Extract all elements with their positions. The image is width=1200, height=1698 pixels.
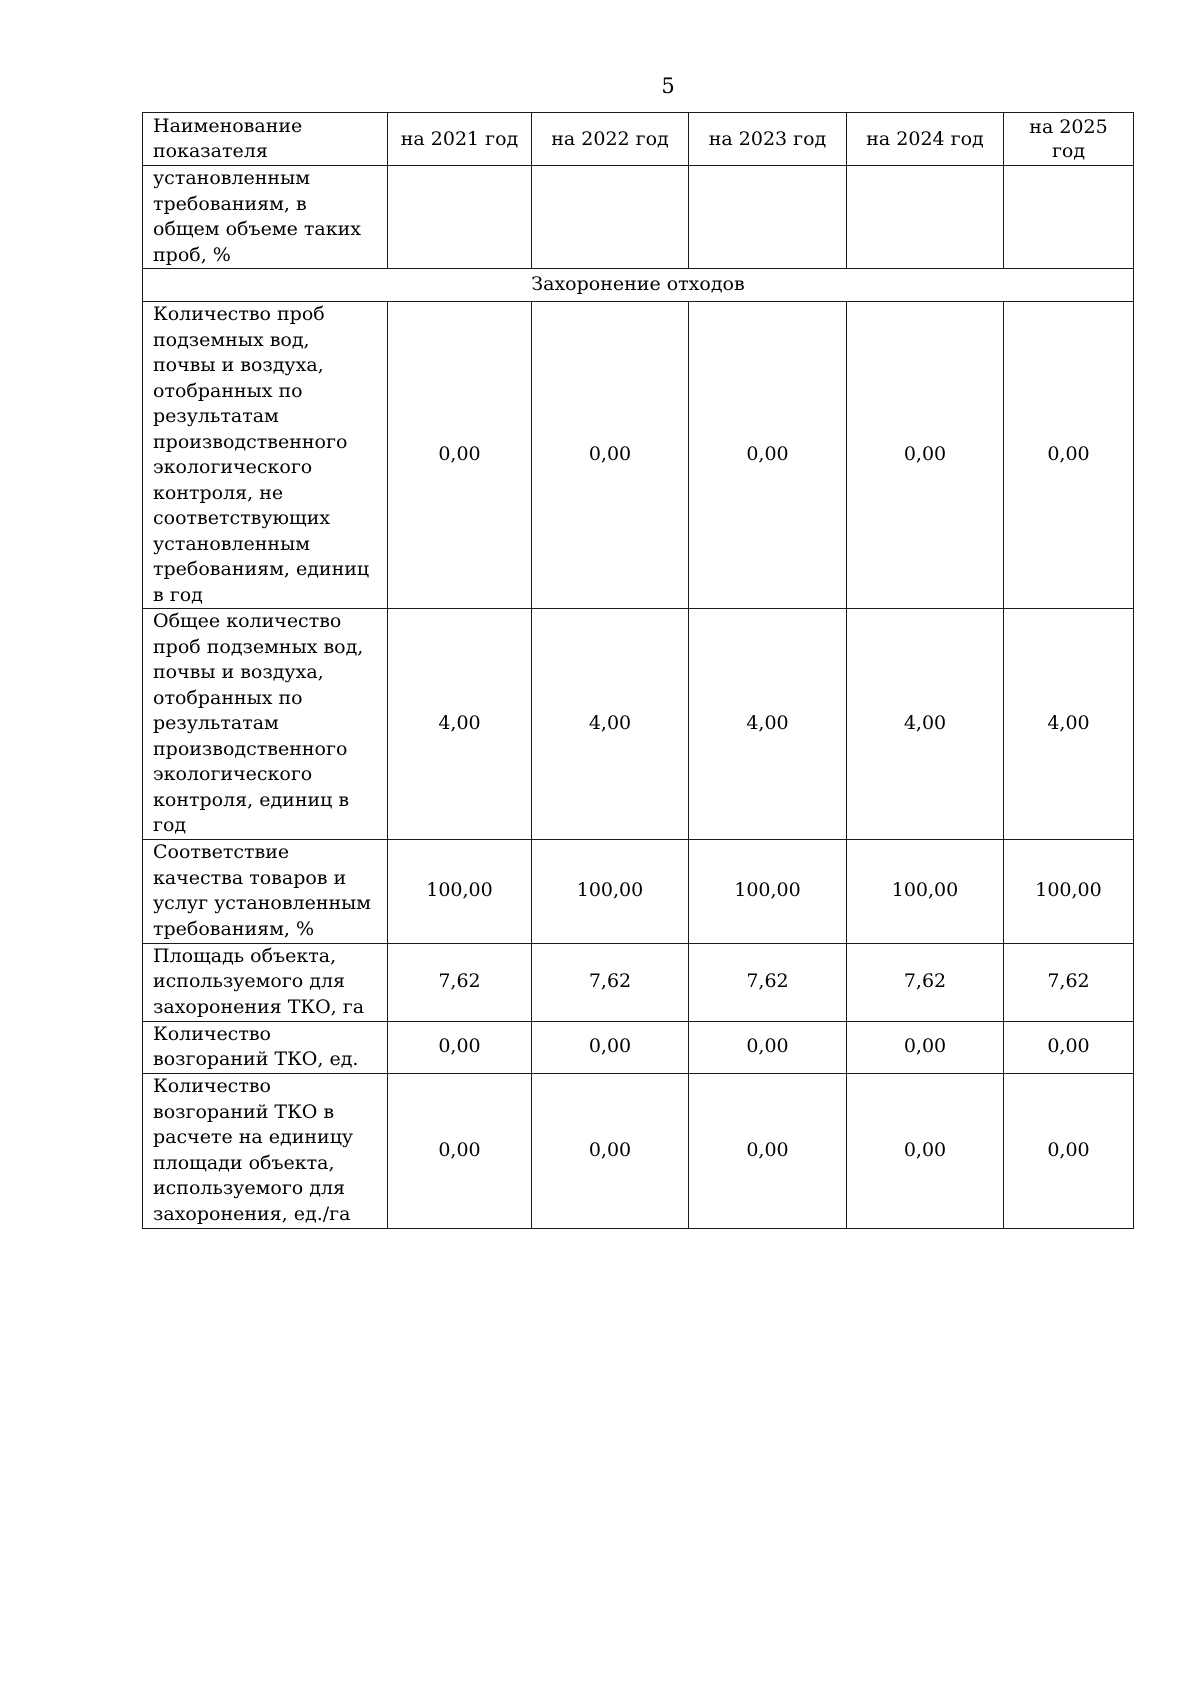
cell-2024: 0,00 [847,1021,1004,1073]
cell-2021: 4,00 [388,609,532,840]
row-label: Количество возгораний ТКО, ед. [143,1021,388,1073]
table-row [143,943,1134,1021]
cell-2023: 0,00 [689,302,847,609]
continuation-row [143,166,1134,269]
cell-2025: 4,00 [1004,609,1134,840]
cell-2022: 100,00 [532,839,689,943]
table-row [143,302,1134,609]
cell-2025: 0,00 [1004,1021,1134,1073]
cell-2025 [1004,166,1134,269]
cell-2025: 100,00 [1004,839,1134,943]
cell-2021: 0,00 [388,1021,532,1073]
indicators-table [142,112,1134,1229]
cell-2025: 7,62 [1004,943,1134,1021]
table-row [143,839,1134,943]
cell-2021: 7,62 [388,943,532,1021]
cell-2024: 7,62 [847,943,1004,1021]
header-year-2025: на 2025 год [1004,113,1134,166]
cell-2022 [532,166,689,269]
cell-2022: 0,00 [532,1021,689,1073]
section-title: Захоронение отходов [143,269,1134,302]
table-row [143,1021,1134,1073]
cell-2021 [388,166,532,269]
header-year-2023: на 2023 год [689,113,847,166]
header-year-2024: на 2024 год [847,113,1004,166]
cell-2023: 4,00 [689,609,847,840]
cell-2023: 0,00 [689,1073,847,1228]
cell-2025: 0,00 [1004,1073,1134,1228]
cell-2023 [689,166,847,269]
page-number: 5 [661,74,675,98]
row-label: Количество проб подземных вод, почвы и воздуха, отобранных по результатам производственного экологического контроля, не соответствующих установленным требованиям, единиц в год [143,302,388,609]
cell-2021: 0,00 [388,1073,532,1228]
cell-2022: 0,00 [532,302,689,609]
header-year-2022: на 2022 год [532,113,689,166]
row-label: Соответствие качества товаров и услуг установленным требованиям, % [143,839,388,943]
cell-2024: 0,00 [847,1073,1004,1228]
header-year-2021: на 2021 год [388,113,532,166]
cell-2024: 0,00 [847,302,1004,609]
cell-2022: 7,62 [532,943,689,1021]
cell-2021: 0,00 [388,302,532,609]
header-indicator-name: Наименование показателя [143,113,388,166]
cell-2023: 7,62 [689,943,847,1021]
row-label: Площадь объекта, используемого для захоронения ТКО, га [143,943,388,1021]
cell-2023: 0,00 [689,1021,847,1073]
row-label: Количество возгораний ТКО в расчете на единицу площади объекта, используемого для захоронения, ед./га [143,1073,388,1228]
row-label: Общее количество проб подземных вод, почвы и воздуха, отобранных по результатам производственного экологического контроля, единиц в год [143,609,388,840]
cell-2024: 100,00 [847,839,1004,943]
cell-2024 [847,166,1004,269]
cell-2025: 0,00 [1004,302,1134,609]
cell-2021: 100,00 [388,839,532,943]
row-label: установленным требованиям, в общем объеме таких проб, % [143,166,388,269]
cell-2024: 4,00 [847,609,1004,840]
cell-2022: 0,00 [532,1073,689,1228]
table-row [143,1073,1134,1228]
section-row [143,269,1134,302]
cell-2023: 100,00 [689,839,847,943]
table-header-row [143,113,1134,166]
table-row [143,609,1134,840]
cell-2022: 4,00 [532,609,689,840]
